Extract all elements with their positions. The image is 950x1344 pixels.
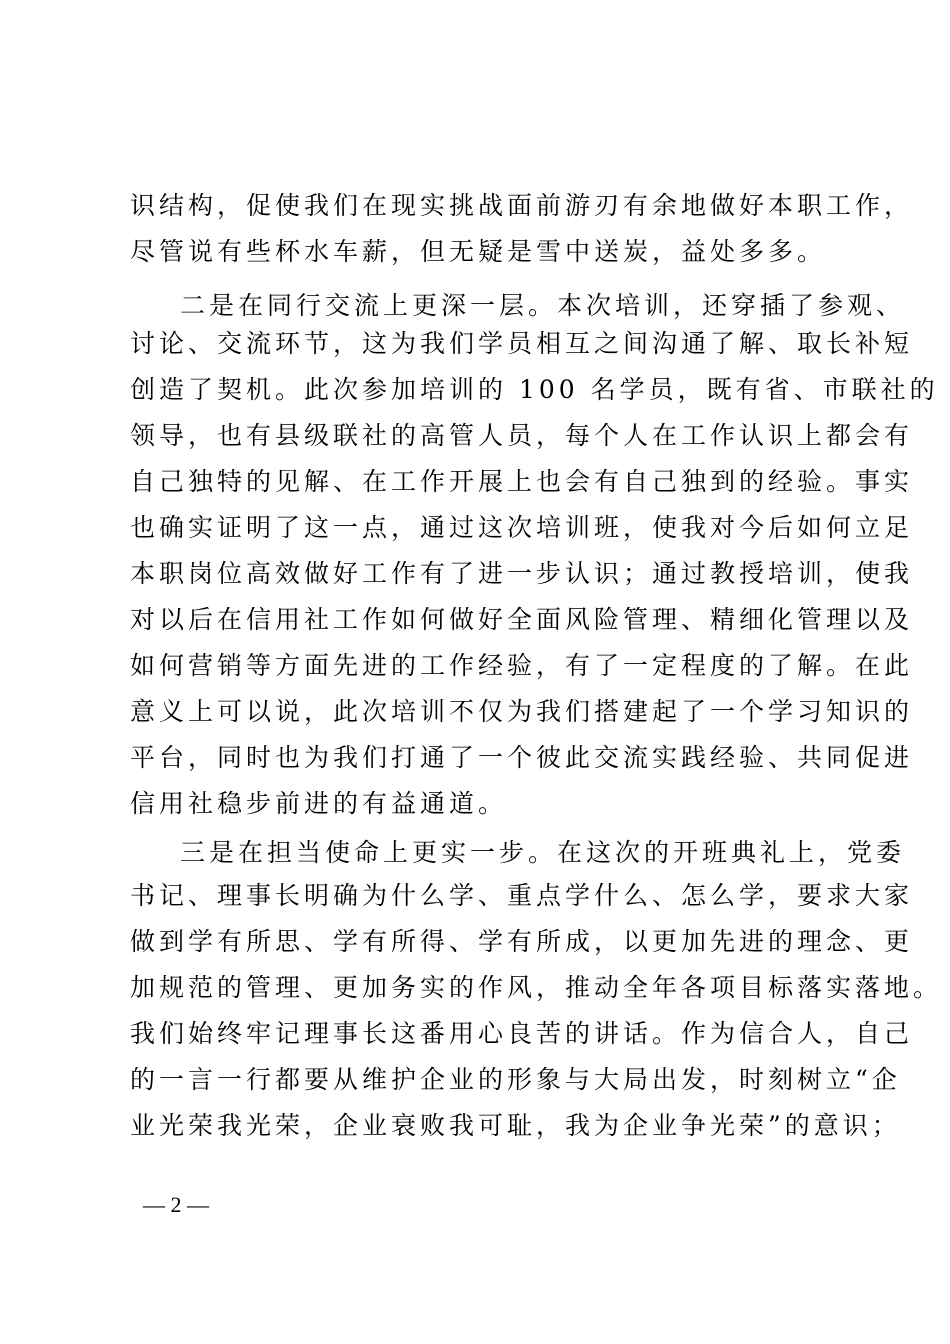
text-line: 也确实证明了这一点，通过这次培训班，使我对今后如何立足 — [130, 513, 914, 542]
text-line: 加规范的管理、更加务实的作风，推动全年各项目标落实落地。 — [130, 973, 943, 1002]
paragraph-start-line: 三是在担当使命上更实一步。在这次的开班典礼上，党委 — [180, 838, 906, 867]
text-line: 平台，同时也为我们打通了一个彼此交流实践经验、共同促进 — [130, 743, 914, 772]
text-line: 自己独特的见解、在工作开展上也会有自己独到的经验。事实 — [130, 467, 914, 496]
text-line: 讨论、交流环节，这为我们学员相互之间沟通了解、取长补短 — [130, 329, 914, 358]
text-line: 书记、理事长明确为什么学、重点学什么、怎么学，要求大家 — [130, 881, 914, 910]
text-line: 领导，也有县级联社的高管人员，每个人在工作认识上都会有 — [130, 421, 914, 450]
text-line: 本职岗位高效做好工作有了进一步认识；通过教授培训，使我 — [130, 559, 914, 588]
text-line: 尽管说有些杯水车薪，但无疑是雪中送炭，益处多多。 — [130, 237, 827, 266]
text-line: 创造了契机。此次参加培训的 100 名学员，既有省、市联社的 — [130, 375, 939, 404]
text-line: 意义上可以说，此次培训不仅为我们搭建起了一个学习知识的 — [130, 697, 914, 726]
text-line: 信用社稳步前进的有益通道。 — [130, 789, 508, 818]
text-line: 做到学有所思、学有所得、学有所成，以更加先进的理念、更 — [130, 927, 914, 956]
text-line: 业光荣我光荣，企业衰败我可耻，我为企业争光荣”的意识； — [130, 1111, 901, 1140]
text-line: 我们始终牢记理事长这番用心良苦的讲话。作为信合人，自己 — [130, 1019, 914, 1048]
page-number: — 2 — — [143, 1192, 209, 1217]
text-line: 的一言一行都要从维护企业的形象与大局出发，时刻树立“企 — [130, 1065, 901, 1094]
text-line: 识结构，促使我们在现实挑战面前游刃有余地做好本职工作， — [130, 191, 914, 220]
text-line: 如何营销等方面先进的工作经验，有了一定程度的了解。在此 — [130, 651, 914, 680]
paragraph-start-line: 二是在同行交流上更深一层。本次培训，还穿插了参观、 — [180, 291, 906, 320]
text-line: 对以后在信用社工作如何做好全面风险管理、精细化管理以及 — [130, 605, 914, 634]
